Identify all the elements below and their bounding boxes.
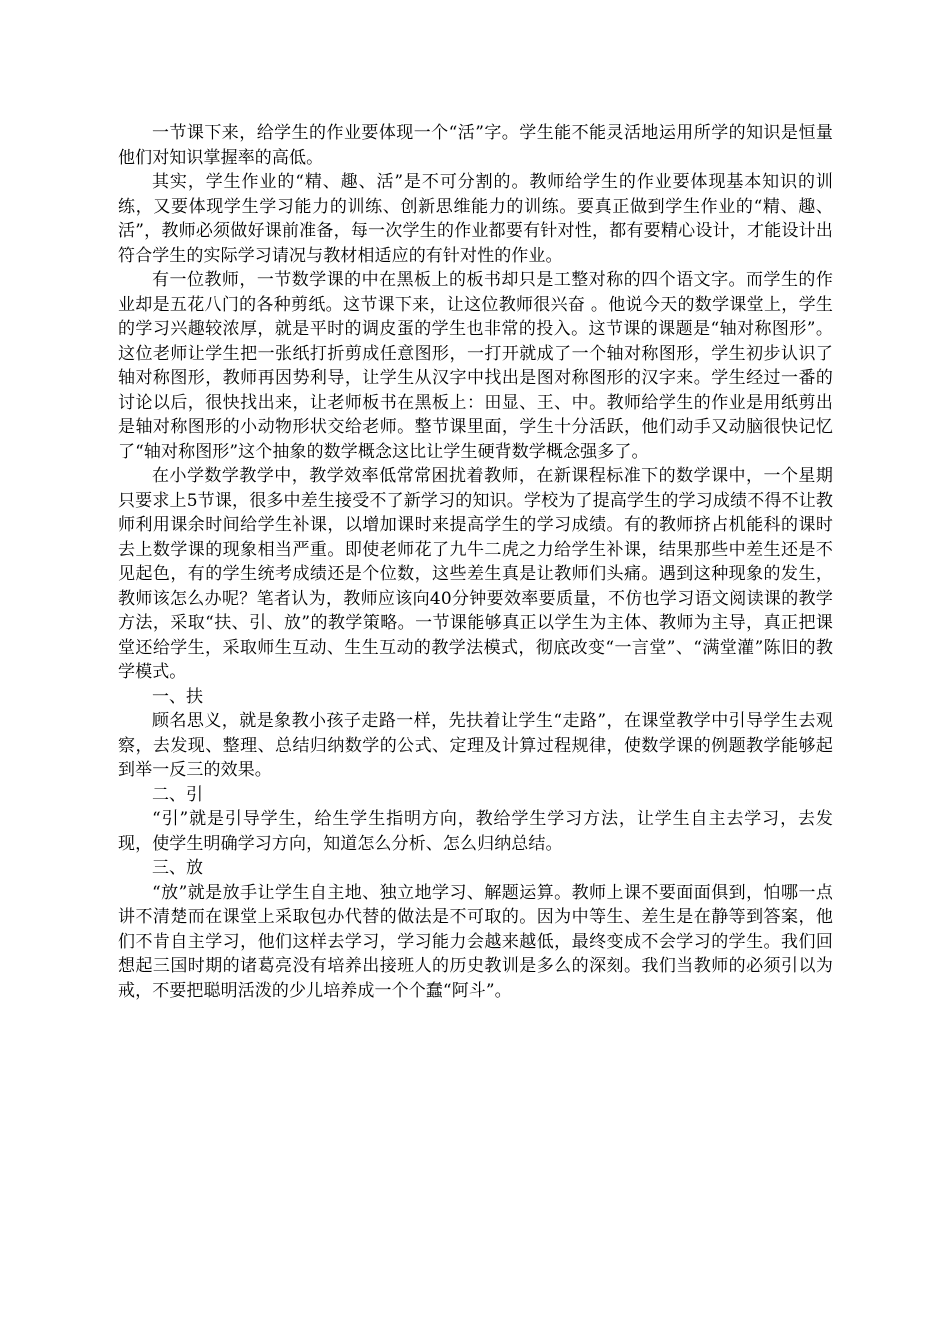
paragraph: 一节课下来，给学生的作业要体现一个“活”字。学生能不能灵活地运用所学的知识是恒量他们对知识掌握率的高低。 xyxy=(118,123,833,168)
document-body xyxy=(118,121,833,1003)
paragraph: “引”就是引导学生，给生学生指明方向，教给学生学习方法，让学生自主去学习，去发现，使学生明确学习方向，知道怎么分析、怎么归纳总结。 xyxy=(118,809,833,854)
paragraph: 有一位教师，一节数学课的中在黑板上的板书却只是工整对称的四个语文字。而学生的作业却是五花八门的各种剪纸。这节课下来，让这位教师很兴奋 。他说今天的数学课堂上，学生的学习兴趣较浓厚，就是平时的调皮蛋的学生也非常的投入。这节课的课题是“轴对称图形”。这位老师让学生把一张纸打折剪成任意图形，一打开就成了一个轴对称图形，学生初步认识了轴对称图形，教师再因势利导，让学生从汉字中找出是图对称图形的汉字来。学生经过一番的讨论以后，很快找出来，让老师板书在黑板上：田显、王、中。教师给学生的作业是用纸剪出是轴对称图形的小动物形状交给老师。整节课里面，学生十分活跃，他们动手又动脑很快记忆了“轴对称图形”这个抽象的数学概念这比让学生硬背数学概念强多了。 xyxy=(118,270,833,462)
paragraph: 其实，学生作业的“精、趣、活”是不可分割的。教师给学生的作业要体现基本知识的训练，又要体现学生学习能力的训练、创新思维能力的训练。要真正做到学生作业的“精、趣、活”，教师必须做好课前准备，每一次学生的作业都要有针对性，都有要精心设计，才能设计出符合学生的实际学习请况与教材相适应的有针对性的作业。 xyxy=(118,172,833,266)
section-heading-fu: 一、扶 xyxy=(152,686,203,707)
paragraph: “放”就是放手让学生自主地、独立地学习、解题运算。教师上课不要面面俱到，怕哪一点讲不清楚而在课堂上采取包办代替的做法是不可取的。因为中等生、差生是在静等到答案，他们不肯自主学习，他们这样去学习，学习能力会越来越低，最终变成不会学习的学生。我们回想起三国时期的诸葛亮没有培养出接班人的历史教训是多么的深刻。我们当教师的必须引以为戒，不要把聪明活泼的少儿培养成一个个蠢“阿斗”。 xyxy=(118,882,833,1001)
paragraph: 顾名思义，就是象教小孩子走路一样，先扶着让学生“走路”，在课堂教学中引导学生去观察，去发现、整理、总结归纳数学的公式、定理及计算过程规律，使数学课的例题教学能够起到举一反三的效果。 xyxy=(118,711,833,780)
section-heading-fang: 三、放 xyxy=(152,858,203,878)
paragraph: 在小学数学教学中，教学效率低常常困扰着教师，在新课程标准下的数学课中，一个星期只要求上5节课，很多中差生接受不了新学习的知识。学校为了提高学生的学习成绩不得不让教师利用课余时间给学生补课，以增加课时来提高学生的学习成绩。有的教师挤占机能科的课时去上数学课的现象相当严重。即使老师花了九牛二虎之力给学生补课，结果那些中差生还是不见起色，有的学生统考成绩还是个位数，这些差生真是让教师们头痛。遇到这种现象的发生，教师该怎么办呢？笔者认为，教师应该向40分钟要效率要质量，不仿也学习语文阅读课的教学方法，采取“扶、引、放”的教学策略。一节课能够真正以学生为主体、教师为主导，真正把课堂还给学生，采取师生互动、生生互动的教学法模式，彻底改变“一言堂”、“满堂灌”陈旧的教学模式。 xyxy=(118,466,833,682)
section-heading-yin: 二、引 xyxy=(152,784,203,805)
